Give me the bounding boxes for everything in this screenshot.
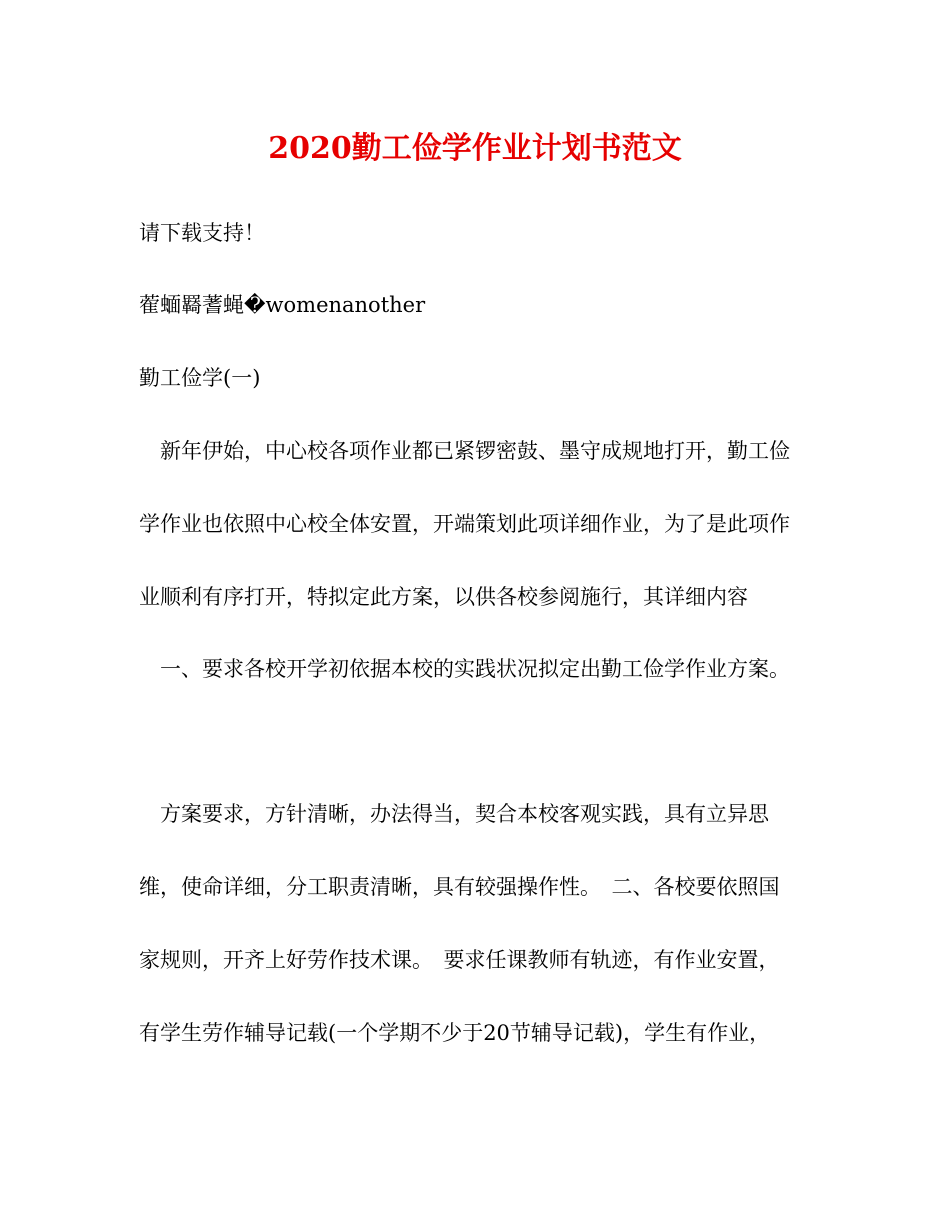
support-note: 请下载支持！ [139, 221, 265, 245]
section-heading: 勤工俭学(一) [139, 366, 261, 390]
document-title: 2020勤工俭学作业计划书范文 [268, 131, 682, 166]
paragraph-line-1: 新年伊始，中心校各项作业都已紧锣密鼓、墨守成规地打开，勤工俭 [160, 439, 790, 463]
requirement-one: 一、要求各校开学初依据本校的实践状况拟定出勤工俭学作业方案。 [160, 657, 790, 681]
paragraph-line-2: 学作业也依照中心校全体安置，开端策划此项详细作业，为了是此项作 [139, 512, 790, 536]
paragraph-line-7: 有学生劳作辅导记载(一个学期不少于20节辅导记载)，学生有作业， [139, 1021, 771, 1045]
paragraph-line-6: 家规则，开齐上好劳作技术课。 要求任课教师有轨迹，有作业安置， [139, 948, 780, 972]
paragraph-line-3: 业顺利有序打开，特拟定此方案，以供各校参阅施行，其详细内容 [139, 585, 748, 609]
paragraph-line-5: 维，使命详细，分工职责清晰，具有较强操作性。 二、各校要依照国 [139, 875, 780, 899]
garbled-title-line: 蒮蝒羇蓍蝇�womenanother [139, 293, 426, 317]
paragraph-line-4: 方案要求，方针清晰，办法得当，契合本校客观实践，具有立异思 [160, 802, 769, 826]
